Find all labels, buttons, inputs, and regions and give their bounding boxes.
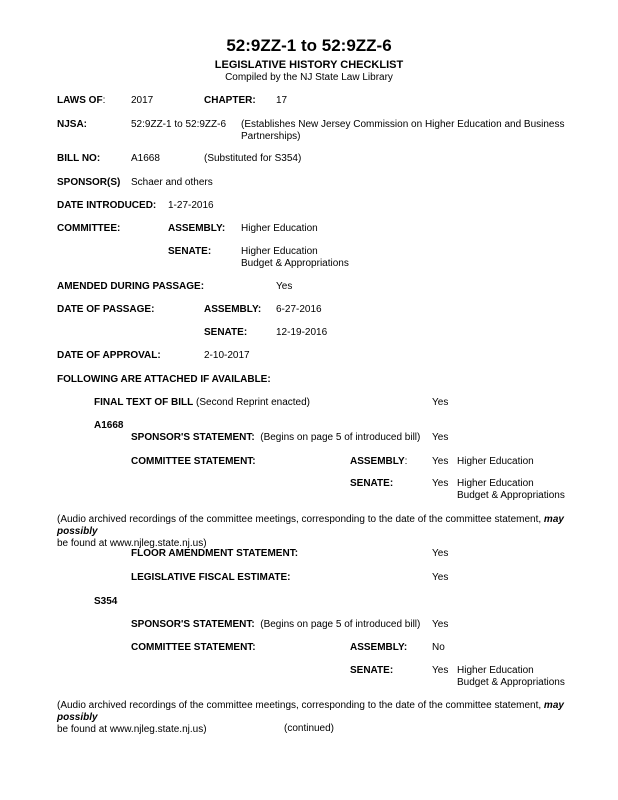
njsa-description-line1: (Establishes New Jersey Commission on Higher Education and Business	[241, 119, 565, 130]
s354-sponsor-value: Yes	[432, 619, 449, 630]
njsa-label: NJSA:	[57, 119, 88, 130]
s354-senate-committee-2: Budget & Appropriations	[457, 677, 565, 688]
s354-assembly-value: No	[432, 642, 445, 653]
final-text-row: FINAL TEXT OF BILL (Second Reprint enacted)	[94, 397, 311, 408]
audio-note-1: (Audio archived recordings of the committee meetings, corresponding to the date of the committee statement, may possibly be found at www.njleg.state.nj.us)	[57, 514, 564, 549]
a1668-assembly-label: ASSEMBLY:	[350, 456, 408, 467]
s354-heading: S354	[94, 596, 118, 607]
passage-label: DATE OF PASSAGE:	[57, 304, 155, 315]
bill-no-value: A1668	[131, 153, 160, 164]
s354-senate-value: Yes	[432, 665, 449, 676]
committee-senate-value-2: Budget & Appropriations	[241, 258, 349, 269]
a1668-assembly-committee: Higher Education	[457, 456, 534, 467]
document-subtitle: LEGISLATIVE HISTORY CHECKLIST	[214, 59, 404, 71]
a1668-senate-committee-1: Higher Education	[457, 478, 534, 489]
audio-note-2: (Audio archived recordings of the committee meetings, corresponding to the date of the committee statement, may possibly be found at www.njleg.state.nj.us)	[57, 700, 564, 735]
document-title: 52:9ZZ-1 to 52:9ZZ-6	[226, 36, 392, 55]
a1668-senate-value: Yes	[432, 478, 449, 489]
committee-senate-label: SENATE:	[168, 246, 212, 257]
passage-senate-value: 12-19-2016	[276, 327, 328, 338]
sponsor-label: SPONSOR(S)	[57, 177, 121, 188]
date-introduced-value: 1-27-2016	[168, 200, 214, 211]
approval-label: DATE OF APPROVAL:	[57, 350, 161, 361]
chapter-label: CHAPTER:	[204, 95, 256, 106]
s354-committee-label: COMMITTEE STATEMENT:	[131, 642, 256, 653]
a1668-senate-committee-2: Budget & Appropriations	[457, 490, 565, 501]
a1668-committee-label: COMMITTEE STATEMENT:	[131, 456, 256, 467]
passage-assembly-value: 6-27-2016	[276, 304, 322, 315]
amended-label: AMENDED DURING PASSAGE:	[57, 281, 205, 292]
committee-label: COMMITTEE:	[57, 223, 121, 234]
a1668-assembly-value: Yes	[432, 456, 449, 467]
passage-senate-label: SENATE:	[204, 327, 248, 338]
s354-senate-committee-1: Higher Education	[457, 665, 534, 676]
bill-no-label: BILL NO:	[57, 153, 101, 164]
floor-amendment-value: Yes	[432, 548, 449, 559]
s354-sponsor-statement: SPONSOR'S STATEMENT: (Begins on page 5 of introduced bill)	[131, 619, 421, 630]
committee-senate-value-1: Higher Education	[241, 246, 318, 257]
sponsor-value: Schaer and others	[131, 177, 213, 188]
laws-of-label: LAWS OF:	[57, 95, 106, 106]
compiled-by: Compiled by the NJ State Law Library	[225, 72, 393, 83]
a1668-sponsor-value: Yes	[432, 432, 449, 443]
floor-amendment-label: FLOOR AMENDMENT STATEMENT:	[131, 548, 299, 559]
bill-no-note: (Substituted for S354)	[204, 153, 302, 164]
njsa-description-line2: Partnerships)	[241, 131, 301, 142]
fiscal-estimate-label: LEGISLATIVE FISCAL ESTIMATE:	[131, 572, 291, 583]
final-text-value: Yes	[432, 397, 449, 408]
approval-value: 2-10-2017	[204, 350, 250, 361]
a1668-senate-label: SENATE:	[350, 478, 394, 489]
amended-value: Yes	[276, 281, 293, 292]
s354-senate-label: SENATE:	[350, 665, 394, 676]
njsa-value: 52:9ZZ-1 to 52:9ZZ-6	[131, 119, 227, 130]
passage-assembly-label: ASSEMBLY:	[204, 304, 262, 315]
committee-assembly-value: Higher Education	[241, 223, 318, 234]
laws-of-value: 2017	[131, 95, 154, 106]
attached-heading: FOLLOWING ARE ATTACHED IF AVAILABLE:	[57, 374, 271, 385]
continued-note: (continued)	[283, 723, 335, 734]
committee-assembly-label: ASSEMBLY:	[168, 223, 226, 234]
chapter-value: 17	[276, 95, 288, 106]
a1668-heading: A1668	[94, 420, 124, 431]
fiscal-estimate-value: Yes	[432, 572, 449, 583]
date-introduced-label: DATE INTRODUCED:	[57, 200, 157, 211]
a1668-sponsor-statement: SPONSOR'S STATEMENT: (Begins on page 5 of introduced bill)	[131, 432, 421, 443]
s354-assembly-label: ASSEMBLY:	[350, 642, 408, 653]
